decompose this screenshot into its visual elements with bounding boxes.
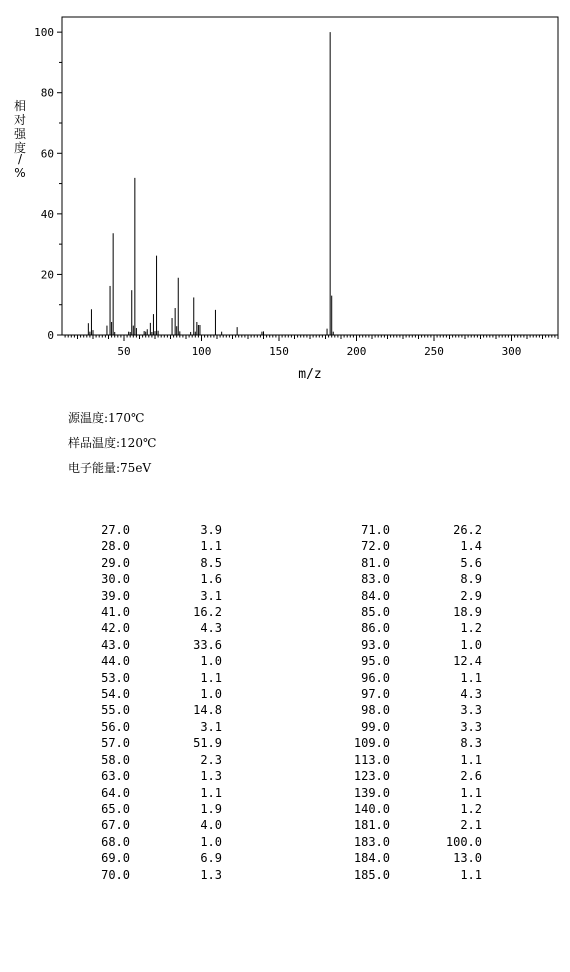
mz-cell: 67.0 <box>101 818 130 833</box>
mz-cell: 184.0 <box>353 851 390 866</box>
x-tick-label: 100 <box>191 345 212 358</box>
intensity-cell: 1.1 <box>200 539 222 554</box>
mz-cell: 30.0 <box>101 572 130 587</box>
intensity-cell: 12.4 <box>453 654 482 669</box>
mz-cell: 53.0 <box>101 670 130 685</box>
y-axis-ticks <box>34 26 62 342</box>
mz-cell: 69.0 <box>101 851 130 866</box>
mz-cell: 42.0 <box>101 621 130 636</box>
plot-frame <box>62 17 558 335</box>
mz-cell: 64.0 <box>101 785 130 800</box>
x-tick-label: 150 <box>269 345 289 358</box>
intensity-cell: 100.0 <box>445 834 482 849</box>
mz-cell: 29.0 <box>101 555 130 570</box>
intensity-cell: 1.0 <box>200 834 222 849</box>
mz-cell: 95.0 <box>361 654 390 669</box>
intensity-cell: 6.9 <box>200 851 222 866</box>
mz-cell: 55.0 <box>101 703 130 718</box>
mass-spectrum-chart <box>0 0 570 390</box>
table-row <box>82 801 482 817</box>
table-row <box>82 604 482 620</box>
mz-cell: 58.0 <box>101 752 130 767</box>
intensity-cell: 1.4 <box>460 539 482 554</box>
intensity-cell: 1.1 <box>460 670 482 685</box>
table-row <box>82 686 482 702</box>
intensity-cell: 2.1 <box>460 818 482 833</box>
y-axis-label: 相对强度/ % <box>13 99 27 180</box>
intensity-cell: 33.6 <box>193 637 222 652</box>
intensity-cell: 3.9 <box>200 523 222 537</box>
mz-cell: 43.0 <box>101 637 130 652</box>
table-row <box>82 834 482 850</box>
mz-cell: 41.0 <box>101 605 130 620</box>
intensity-cell: 51.9 <box>193 736 222 751</box>
table-row <box>82 735 482 751</box>
table-row <box>82 522 482 538</box>
intensity-cell: 1.2 <box>460 621 482 636</box>
intensity-cell: 2.9 <box>460 588 482 603</box>
mz-cell: 109.0 <box>353 736 390 751</box>
intensity-cell: 1.2 <box>460 801 482 816</box>
x-tick-label: 200 <box>346 345 367 358</box>
intensity-cell: 4.0 <box>200 818 222 833</box>
mz-cell: 99.0 <box>361 719 390 734</box>
intensity-cell: 18.9 <box>453 605 482 620</box>
intensity-cell: 8.9 <box>460 572 482 587</box>
y-tick-label: 100 <box>34 26 54 40</box>
x-tick-label: 300 <box>501 345 522 358</box>
table-row <box>82 850 482 866</box>
intensity-cell: 1.1 <box>460 785 482 800</box>
table-row <box>82 867 482 883</box>
x-tick-label: 250 <box>424 345 444 358</box>
x-axis-label: m/z <box>298 367 322 382</box>
intensity-cell: 16.2 <box>193 605 222 620</box>
table-row <box>82 670 482 686</box>
mz-cell: 63.0 <box>101 769 130 784</box>
mz-cell: 56.0 <box>101 719 130 734</box>
mz-cell: 181.0 <box>353 818 390 833</box>
y-tick-label: 80 <box>40 86 54 100</box>
mz-cell: 85.0 <box>361 605 390 620</box>
table-row <box>82 571 482 587</box>
mz-cell: 70.0 <box>101 867 130 882</box>
intensity-cell: 14.8 <box>193 703 222 718</box>
intensity-cell: 3.1 <box>200 588 222 603</box>
mz-cell: 93.0 <box>361 637 390 652</box>
mz-cell: 183.0 <box>353 834 390 849</box>
mz-cell: 27.0 <box>101 523 130 537</box>
intensity-cell: 4.3 <box>200 621 222 636</box>
mz-cell: 81.0 <box>361 555 390 570</box>
table-row <box>82 719 482 735</box>
x-tick-label: 50 <box>117 345 131 358</box>
mz-cell: 83.0 <box>361 572 390 587</box>
mz-cell: 68.0 <box>101 834 130 849</box>
sample-temperature: 样品温度:120℃ <box>68 436 157 450</box>
spectrum-bars <box>88 32 333 335</box>
mz-cell: 139.0 <box>353 785 390 800</box>
measurement-conditions <box>68 406 156 481</box>
intensity-cell: 1.9 <box>200 801 222 816</box>
mz-cell: 65.0 <box>101 801 130 816</box>
y-tick-label: 60 <box>40 147 54 161</box>
mz-cell: 185.0 <box>353 867 390 882</box>
mz-cell: 72.0 <box>361 539 390 554</box>
mz-cell: 39.0 <box>101 588 130 603</box>
intensity-cell: 2.3 <box>200 752 222 767</box>
table-row <box>82 702 482 718</box>
y-tick-label: 20 <box>40 268 54 282</box>
table-row <box>82 538 482 554</box>
y-tick-label: 0 <box>47 329 54 342</box>
table-row <box>82 653 482 669</box>
intensity-cell: 5.6 <box>460 555 482 570</box>
intensity-cell: 3.3 <box>460 719 482 734</box>
intensity-cell: 4.3 <box>460 687 482 702</box>
electron-energy: 电子能量:75eV <box>68 461 152 475</box>
mz-cell: 140.0 <box>353 801 390 816</box>
source-temperature: 源温度:170℃ <box>68 411 145 425</box>
table-row <box>82 588 482 604</box>
intensity-cell: 1.0 <box>200 654 222 669</box>
intensity-cell: 8.5 <box>200 555 222 570</box>
mz-cell: 98.0 <box>361 703 390 718</box>
intensity-cell: 26.2 <box>453 523 482 537</box>
mz-cell: 123.0 <box>353 769 390 784</box>
intensity-cell: 1.6 <box>200 572 222 587</box>
mz-cell: 44.0 <box>101 654 130 669</box>
intensity-cell: 1.3 <box>200 769 222 784</box>
table-row <box>82 817 482 833</box>
peak-table <box>82 522 482 883</box>
intensity-cell: 2.6 <box>460 769 482 784</box>
mz-cell: 54.0 <box>101 687 130 702</box>
intensity-cell: 1.0 <box>200 687 222 702</box>
mz-cell: 113.0 <box>353 752 390 767</box>
x-axis-ticks <box>65 335 558 358</box>
table-row <box>82 752 482 768</box>
intensity-cell: 1.1 <box>460 867 482 882</box>
intensity-cell: 1.1 <box>460 752 482 767</box>
intensity-cell: 3.3 <box>460 703 482 718</box>
table-row <box>82 555 482 571</box>
mz-cell: 96.0 <box>361 670 390 685</box>
intensity-cell: 1.1 <box>200 785 222 800</box>
mz-cell: 71.0 <box>361 523 390 537</box>
table-row <box>82 768 482 784</box>
table-row <box>82 637 482 653</box>
intensity-cell: 1.1 <box>200 670 222 685</box>
mz-cell: 97.0 <box>361 687 390 702</box>
mz-cell: 84.0 <box>361 588 390 603</box>
intensity-cell: 1.0 <box>460 637 482 652</box>
table-row <box>82 620 482 636</box>
table-row <box>82 785 482 801</box>
intensity-cell: 3.1 <box>200 719 222 734</box>
mz-cell: 86.0 <box>361 621 390 636</box>
mz-cell: 28.0 <box>101 539 130 554</box>
intensity-cell: 13.0 <box>453 851 482 866</box>
intensity-cell: 1.3 <box>200 867 222 882</box>
y-tick-label: 40 <box>40 207 54 221</box>
mz-cell: 57.0 <box>101 736 130 751</box>
intensity-cell: 8.3 <box>460 736 482 751</box>
